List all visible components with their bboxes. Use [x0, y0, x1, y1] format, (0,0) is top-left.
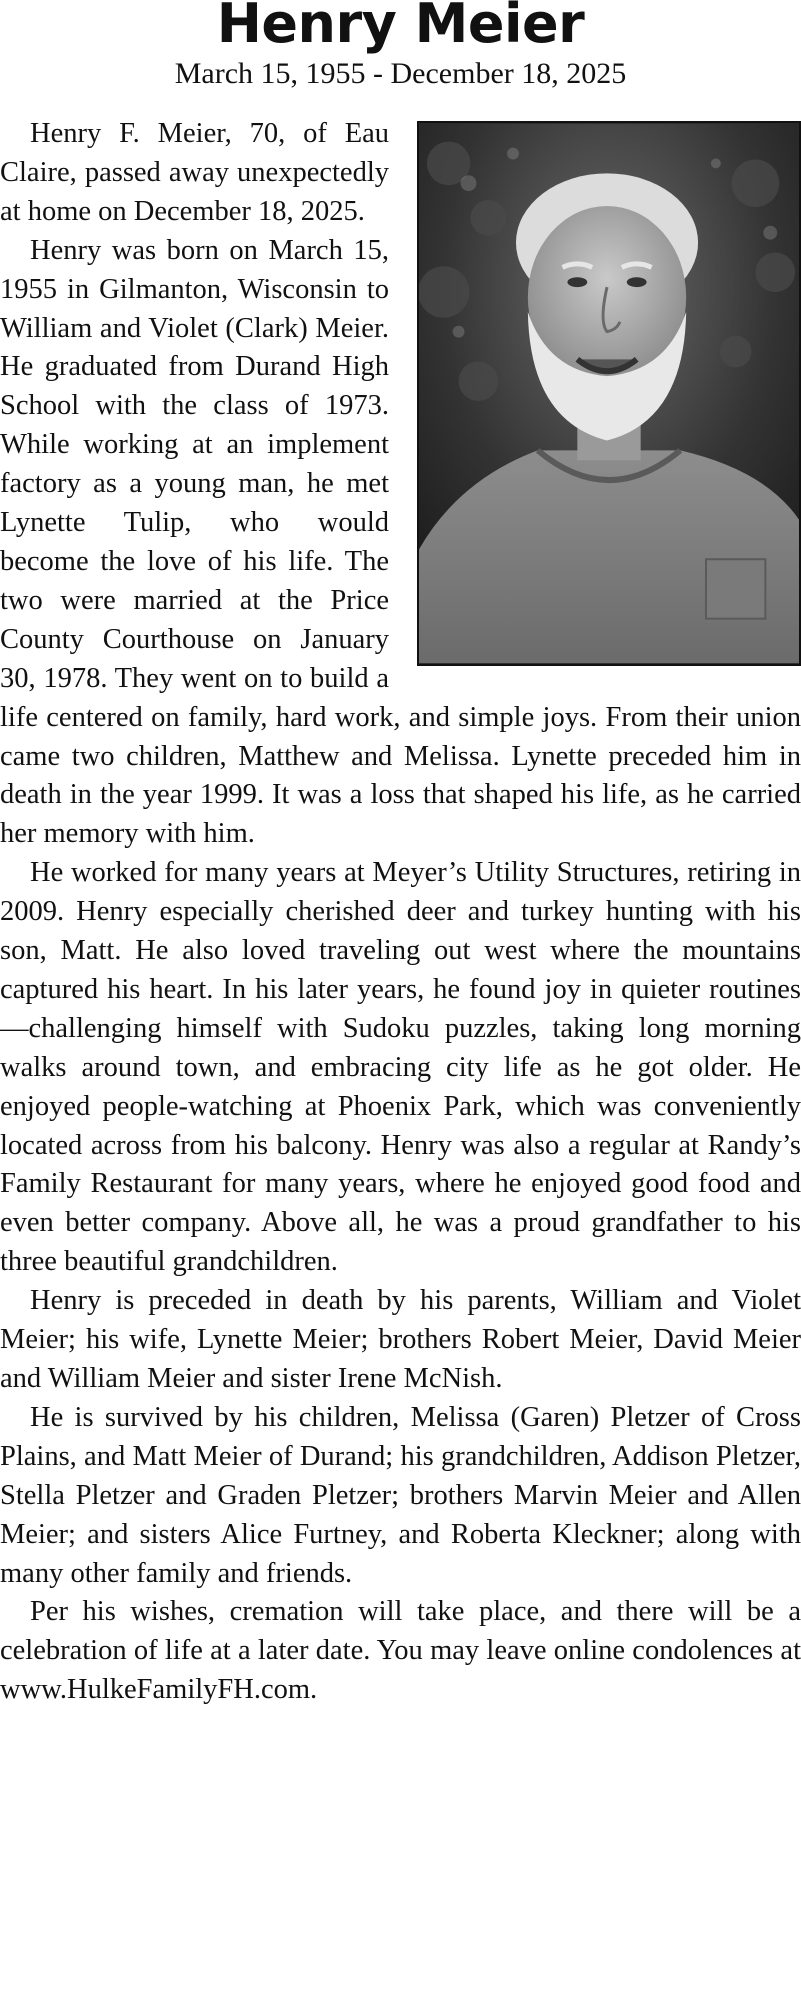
paragraph-preceded-by: Henry is preceded in death by his parents, William and Violet Meier; his wife, Lynette Meier; brothers Robert Meier, David Meier and William Meier and sister Irene McNish. [0, 1285, 801, 1394]
life-dates: March 15, 1955 - December 18, 2025 [174, 57, 627, 90]
obituary-body [0, 115, 801, 1710]
obituary-name: Henry Meier [216, 0, 585, 55]
paragraph-services: Per his wishes, cremation will take place, and there will be a celebration of life at a later date. You may leave online condolences at www.HulkeFamilyFH.com. [0, 1596, 801, 1706]
paragraph-survived-by: He is survived by his children, Melissa (Garen) Pletzer of Cross Plains, and Matt Meier of Durand; his grandchildren, Addison Pletzer, Stella Pletzer and Graden Pletzer; brothers Marvin Meier and Allen Meier; and sisters Alice Furtney, and Roberta Kleckner; along with many other family and friends. [0, 1401, 801, 1589]
portrait-photo [417, 121, 801, 666]
paragraph-early-life: Henry was born on March 15, 1955 in Gilmanton, Wisconsin to William and Violet (Clark) Meier. He graduated from Durand High School with the class of 1973. While working at an implement factory as a young man, he met Lynette Tulip, who would become the love of his life. The two were married at the Price County Courthouse on January 30, 1978. They went on to build a life centered on family, hard work, and simple joys. From their union came two children, Matthew and Melissa. Lynette preceded him in death in the year 1999. It was a loss that shaped his life, as he carried her memory with him. [0, 234, 801, 850]
paragraph-career-hobbies: He worked for many years at Meyer’s Utility Structures, retiring in 2009. Henry especially cherished deer and turkey hunting with his son, Matt. He also loved traveling out west where the mountains captured his heart. In his later years, he found joy in quieter routines—challenging himself with Sudoku puzzles, taking long morning walks around town, and embracing city life as he got older. He enjoyed people-watching at Phoenix Park, which was conveniently located across from his balcony. Henry was also a regular at Randy’s Family Restaurant for many years, where he enjoyed good food and even better company. Above all, he was a proud grandfather to his three beautiful grandchildren. [0, 857, 801, 1278]
paragraph-intro: Henry F. Meier, 70, of Eau Claire, passed away unexpectedly at home on December 18, 2025. [0, 118, 389, 227]
portrait-image [419, 123, 799, 664]
